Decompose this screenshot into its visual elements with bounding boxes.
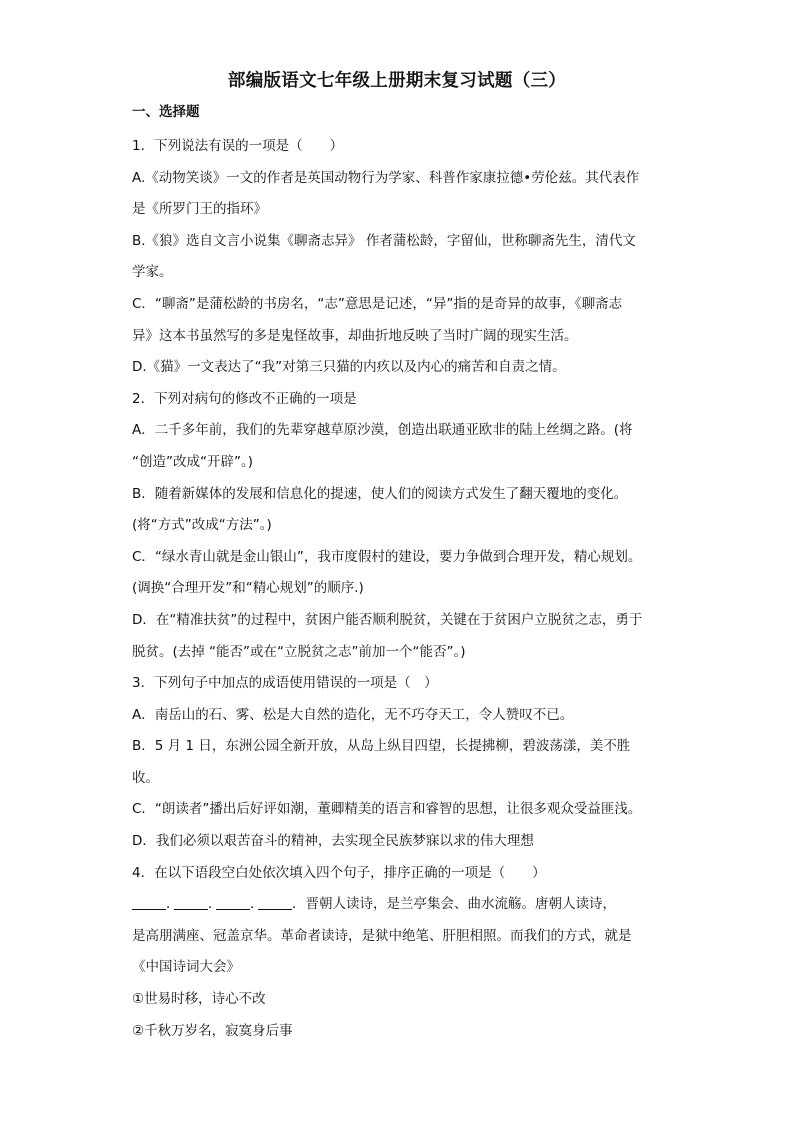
question-4-passage-line-3: 《中国诗词大会》 [132, 959, 240, 976]
question-4-sentence-2: ②千秋万岁名，寂寞身后事 [132, 1022, 293, 1039]
section-heading: 一、选择题 [132, 104, 200, 120]
question-4-passage-line-2: 是高朋满座、冠盖京华。革命者读诗，是狱中绝笔、肝胆相照。而我们的方式，就是 [132, 927, 632, 944]
question-1-stem: 1．下列说法有误的一项是（ ） [132, 138, 344, 154]
question-2-option-d-line-2: 脱贫。(去掉 “能否”或在“立脱贫之志”前加一个“能否”。) [132, 643, 466, 660]
question-1-option-b-line-1: B.《狼》选自文言小说集《聊斋志异》 作者蒲松龄，字留仙，世称聊斋先生，清代文 [132, 232, 636, 249]
question-1-option-a-line-1: A.《动物笑谈》一文的作者是英国动物行为学家、科普作家康拉德•劳伦兹。其代表作 [132, 169, 640, 186]
question-4-stem: 4．在以下语段空白处依次填入四个句子，排序正确的一项是（ ） [132, 864, 546, 881]
question-1-option-c-line-2: 异》这本书虽然写的多是鬼怪故事，却曲折地反映了当时广阔的现实生活。 [132, 327, 578, 344]
blank-separator: ． [208, 896, 222, 913]
blank-2[interactable] [174, 895, 208, 910]
question-3-stem: 3．下列句子中加点的成语使用错误的一项是（ ） [132, 675, 438, 692]
question-2-option-b-line-2: (将“方式”改成“方法”。) [132, 517, 272, 534]
question-1-option-b-line-2: 学家。 [132, 264, 173, 281]
page-title: 部编版语文七年级上册期末复习试题（三） [227, 71, 567, 91]
blank-separator: ． [166, 896, 180, 913]
question-4-passage-line-1 [132, 889, 668, 921]
question-2-option-a-line-1: A．二千多年前，我们的先辈穿越草原沙漠，创造出联通亚欧非的陆上丝绸之路。(将 [132, 422, 633, 439]
question-2-option-c-line-1: C．“绿水青山就是金山银山”，我市度假村的建设，要力争做到合理开发，精心规划。 [132, 548, 642, 565]
question-3-option-d-line-1: D．我们必须以艰苦奋斗的精神，去实现全民族梦寐以求的伟大理想 [132, 833, 534, 850]
question-2-option-d-line-1: D．在“精准扶贫”的过程中，贫困户能否顺利脱贫，关键在于贫困户立脱贫之志，勇于 [132, 611, 643, 628]
question-3-option-b-line-2: 收。 [132, 769, 159, 786]
question-2-option-a-line-2: “创造”改成“开辟”。) [132, 453, 253, 470]
blank-4[interactable] [258, 895, 292, 910]
question-3-option-c-line-1: C．“朗读者”播出后好评如潮，董卿精美的语言和睿智的思想，让很多观众受益匪浅。 [132, 801, 642, 818]
question-2-option-c-line-2: (调换“合理开发”和“精心规划”的顺序.) [132, 580, 364, 597]
question-2-option-b-line-1: B．随着新媒体的发展和信息化的提速，使人们的阅读方式发生了翻天覆地的变化。 [132, 485, 628, 502]
blank-3[interactable] [216, 895, 250, 910]
question-4-passage-text: ．晋朝人读诗，是兰亭集会、曲水流觞。唐朝人读诗， [292, 896, 616, 913]
question-list [132, 131, 668, 1047]
question-1-option-a-line-2: 是《所罗门王的指环》 [132, 201, 267, 218]
question-1-option-d-line-1: D.《猫》一文表达了“我”对第三只猫的内疚以及内心的痛苦和自责之情。 [132, 359, 566, 376]
blank-separator: ． [250, 896, 264, 913]
question-3-option-b-line-1: B．5 月 1 日，东洲公园全新开放，从岛上纵目四望，长提拂柳，碧波荡漾，美不胜 [132, 738, 631, 755]
fill-in-blanks [132, 889, 292, 921]
question-4-sentence-1: ①世易时移，诗心不改 [132, 991, 266, 1008]
question-1-option-c-line-1: C．“聊斋”是蒲松龄的书房名，“志”意思是记述，“异”指的是奇异的故事，《聊斋志 [132, 295, 623, 312]
question-2-stem: 2．下列对病句的修改不正确的一项是 [132, 390, 357, 407]
blank-1[interactable] [132, 895, 166, 910]
question-3-option-a-line-1: A．南岳山的石、雾、松是大自然的造化，无不巧夺天工，令人赞叹不已。 [132, 706, 574, 723]
